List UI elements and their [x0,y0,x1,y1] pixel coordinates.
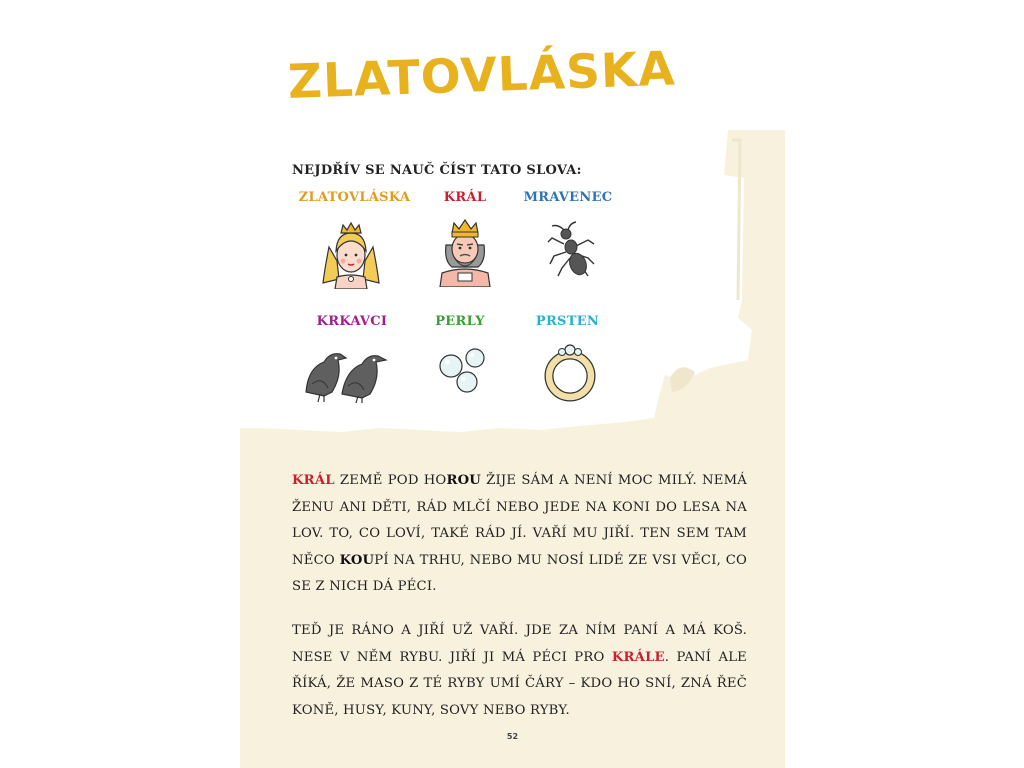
paragraph1-text-1: ZEMĚ POD HO [334,473,447,488]
word-mravenec: MRAVENEC [523,190,613,205]
word-zlatovlaska: ZLATOVLÁSKA [298,190,411,205]
paragraph2-text-2: . PANÍ ALE ŘÍKÁ, ŽE MASO Z TÉ RYBY UMÍ ČÁRY – KDO HO SNÍ, ZNÁ ŘEČ KONĚ, HUSY, KUNY, SOVY NEBO RYBY. [292,649,748,718]
ravens-icon [302,342,392,404]
word-perly: PERLY [435,314,485,329]
paragraph1-text-2: ŽIJE SÁM A NENÍ MOC MILÝ. NEMÁ ŽENU ANI DĚTI, RÁD MLČÍ NEBO JEDE NA KONI DO LESA NA LOV. TO, CO LOVÍ, TAKÉ RÁD JÍ. VAŘÍ MU JIŘÍ. TEN SEM TAM NĚCO [292,473,748,568]
story-paragraph-1 [292,468,747,601]
word-krkavci: KRKAVCI [316,314,388,329]
instruction-heading: NEJDŘÍV SE NAUČ ČÍST TATO SLOVA: [292,163,582,178]
syllable-kou: KOU [339,552,375,568]
page-number: 52 [506,732,519,741]
book-page [240,0,785,768]
page-title: ZLATOVLÁSKA [287,41,677,110]
story-paragraph-2 [292,618,747,724]
ant-icon [542,220,602,280]
word-kral: KRÁL [443,190,487,205]
king-icon [430,215,500,287]
word-prsten: PRSTEN [535,314,600,329]
ring-icon [540,340,600,402]
paragraph1-text-3: PÍ NA TRHU, NEBO MU NOSÍ LIDÉ ZE VSI VĚCI, CO SE Z NICH DÁ PÉCI. [292,552,747,594]
pearls-icon [435,342,495,398]
princess-icon [315,217,387,289]
highlight-krale: KRÁLE [611,649,665,665]
syllable-rou: ROU [446,473,482,488]
paragraph2-text-1: TEĎ JE RÁNO A JIŘÍ UŽ VAŘÍ. JDE ZA NÍM PANÍ A MÁ KOŠ. NESE V NĚM RYBU. JIŘÍ JI MÁ PÉCI PRO [292,623,747,665]
highlight-kral: KRÁL [292,473,335,488]
